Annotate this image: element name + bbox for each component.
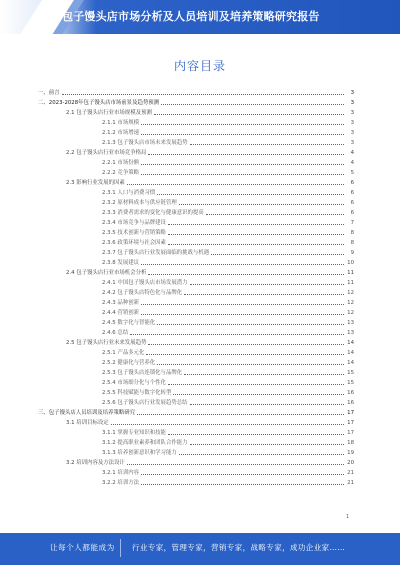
toc-leader-dots xyxy=(146,354,344,355)
toc-entry-label: 2.5.6 包子馒头店行业发展趋势总结 xyxy=(102,400,188,406)
toc-entry-label: 2.1 包子馒头店行业市场规模及预测 xyxy=(66,110,152,116)
toc-entry[interactable] xyxy=(38,186,354,196)
toc-heading: 内容目录 xyxy=(173,59,226,73)
toc-entry-label: 2.5.5 科技赋能与数字化转型 xyxy=(102,390,172,396)
toc-entry[interactable] xyxy=(38,286,354,296)
toc-entry-label: 3.2 培训内容及方法设计 xyxy=(66,460,125,466)
toc-entry-page: 14 xyxy=(347,340,354,346)
toc-leader-dots xyxy=(190,144,344,145)
toc-entry-page: 6 xyxy=(350,200,354,206)
toc-entry-page: 6 xyxy=(350,190,354,196)
toc-entry[interactable] xyxy=(38,396,354,406)
toc-entry-page: 15 xyxy=(347,370,354,376)
toc-leader-dots xyxy=(137,414,344,415)
toc-entry-page: 13 xyxy=(347,330,354,336)
toc-leader-dots xyxy=(173,394,344,395)
toc-entry-label: 2.5.2 健康化与营养化 xyxy=(102,360,156,366)
toc-leader-dots xyxy=(154,114,344,115)
toc-entry-label: 2.5.4 市场细分化与个性化 xyxy=(102,380,166,386)
toc-entry-label: 2.2.1 市场份额 xyxy=(102,160,139,166)
toc-entry-page: 6 xyxy=(350,210,354,216)
toc-leader-dots xyxy=(141,474,344,475)
toc-entry[interactable] xyxy=(38,86,354,96)
toc-entry[interactable] xyxy=(38,276,354,286)
toc-leader-dots xyxy=(206,214,344,215)
toc-entry-page: 19 xyxy=(347,450,354,456)
toc-entry-label: 3.1.3 培养创新意识和学习能力 xyxy=(102,450,177,456)
toc-entry[interactable] xyxy=(38,456,354,466)
toc-leader-dots xyxy=(148,274,344,275)
toc-entry-label: 2.4.4 营销创新 xyxy=(102,310,139,316)
toc-entry[interactable] xyxy=(38,116,354,126)
toc-entry-page: 17 xyxy=(347,410,354,416)
toc-entry-page: 9 xyxy=(350,250,354,256)
toc-entry-label: 2.2 包子馒头店行业市场竞争格局 xyxy=(66,150,147,156)
toc-leader-dots xyxy=(190,284,344,285)
toc-leader-dots xyxy=(157,194,344,195)
toc-entry-page: 6 xyxy=(350,180,354,186)
toc-entry-page: 14 xyxy=(347,350,354,356)
toc-entry-label: 2.5.1 产品多元化 xyxy=(102,350,145,356)
toc-leader-dots xyxy=(141,124,344,125)
toc-entry[interactable] xyxy=(38,376,354,386)
toc-leader-dots xyxy=(168,224,344,225)
toc-entry[interactable] xyxy=(38,446,354,456)
toc-leader-dots xyxy=(179,454,344,455)
toc-leader-dots xyxy=(62,94,344,95)
toc-entry-page: 3 xyxy=(350,130,354,136)
toc-leader-dots xyxy=(190,444,344,445)
toc-entry-label: 3.1.2 提高职业素养和团队合作能力 xyxy=(102,440,188,446)
toc-entry-page: 17 xyxy=(347,430,354,436)
toc-entry-label: 3.2.1 培训内容 xyxy=(102,470,139,476)
toc-entry-page: 14 xyxy=(347,360,354,366)
toc-entry[interactable] xyxy=(38,256,354,266)
toc-entry-label: 2.4.1 中国包子馒头店市场发展潜力 xyxy=(102,280,188,286)
toc-entry-label: 2.5.3 包子馒头店连锁化与品牌化 xyxy=(102,370,183,376)
toc-entry[interactable] xyxy=(38,166,354,176)
toc-entry[interactable] xyxy=(38,336,354,346)
table-of-contents xyxy=(38,86,354,486)
toc-entry[interactable] xyxy=(38,316,354,326)
toc-leader-dots xyxy=(141,134,344,135)
toc-entry-label: 3.2.2 培训方法 xyxy=(102,480,139,486)
toc-entry[interactable] xyxy=(38,476,354,486)
toc-entry-label: 3.1.1 掌握专业知识和技能 xyxy=(102,430,166,436)
toc-leader-dots xyxy=(157,324,344,325)
toc-entry-label: 2.1.3 包子馒头店市场未来发展趋势 xyxy=(102,140,188,146)
toc-entry-page: 11 xyxy=(347,280,354,286)
toc-entry-page: 16 xyxy=(347,400,354,406)
toc-leader-dots xyxy=(157,364,344,365)
toc-entry[interactable] xyxy=(38,426,354,436)
toc-entry-page: 12 xyxy=(347,300,354,306)
toc-entry[interactable] xyxy=(38,196,354,206)
toc-entry-page: 3 xyxy=(350,110,354,116)
toc-entry[interactable] xyxy=(38,296,354,306)
toc-entry[interactable] xyxy=(38,466,354,476)
toc-entry[interactable] xyxy=(38,346,354,356)
toc-entry-page: 11 xyxy=(347,270,354,276)
toc-entry[interactable] xyxy=(38,216,354,226)
toc-entry-label: 2.3.4 市场竞争与品牌建设 xyxy=(102,220,166,226)
toc-entry-label: 2.5 包子馒头店行业未来发展趋势 xyxy=(66,340,147,346)
toc-leader-dots xyxy=(168,434,344,435)
toc-entry-label: 2.3.7 包子馒头店行业发展面临的挑战与机遇 xyxy=(102,250,210,256)
toc-entry-label: 一、前言 xyxy=(38,90,60,96)
footer-tagline: 行业专家，管理专家，营销专家，战略专家，成功企业家…… xyxy=(132,543,346,552)
toc-leader-dots xyxy=(168,384,344,385)
toc-entry-page: 20 xyxy=(347,460,354,466)
toc-entry-page: 4 xyxy=(350,160,354,166)
toc-entry-page: 3 xyxy=(350,120,354,126)
toc-leader-dots xyxy=(141,304,344,305)
toc-leader-dots xyxy=(211,254,344,255)
toc-entry-label: 二、2023-2028年包子馒头店市场前景及趋势预测 xyxy=(38,100,160,106)
toc-entry-label: 2.1.1 市场规模 xyxy=(102,120,139,126)
toc-entry-label: 2.4.6 总结 xyxy=(102,330,129,336)
toc-leader-dots xyxy=(141,314,344,315)
toc-entry-page: 3 xyxy=(350,100,354,106)
toc-entry-page: 3 xyxy=(350,140,354,146)
toc-entry[interactable] xyxy=(38,156,354,166)
toc-entry[interactable] xyxy=(38,406,354,416)
toc-entry[interactable] xyxy=(38,106,354,116)
footer-divider xyxy=(120,539,121,557)
toc-entry-page: 5 xyxy=(350,170,354,176)
toc-leader-dots xyxy=(141,174,344,175)
toc-entry[interactable] xyxy=(38,206,354,216)
toc-entry-label: 2.3.3 消费者需求的变化与健康意识的提高 xyxy=(102,210,204,216)
toc-entry-label: 2.3.8 发展建议 xyxy=(102,260,139,266)
toc-leader-dots xyxy=(184,374,344,375)
toc-leader-dots xyxy=(168,234,344,235)
toc-entry[interactable] xyxy=(38,366,354,376)
toc-entry-label: 2.4.3 品种创新 xyxy=(102,300,139,306)
toc-leader-dots xyxy=(168,244,344,245)
toc-entry-label: 2.4 包子馒头店行业市场机会分析 xyxy=(66,270,147,276)
toc-leader-dots xyxy=(111,424,344,425)
toc-entry-page: 7 xyxy=(350,220,354,226)
footer-slogan: 让每个人都能成为 xyxy=(50,543,115,552)
toc-entry-label: 2.4.2 包子馒头店特色化与品牌化 xyxy=(102,290,183,296)
toc-leader-dots xyxy=(148,154,344,155)
toc-leader-dots xyxy=(141,484,344,485)
toc-leader-dots xyxy=(130,334,344,335)
toc-entry[interactable] xyxy=(38,356,354,366)
toc-entry-label: 2.2.2 竞争策略 xyxy=(102,170,139,176)
header-band xyxy=(0,0,400,34)
toc-entry[interactable] xyxy=(38,96,354,106)
toc-entry-label: 2.3 影响行业发展的因素 xyxy=(66,180,125,186)
toc-leader-dots xyxy=(127,184,344,185)
toc-entry-page: 18 xyxy=(347,440,354,446)
toc-entry[interactable] xyxy=(38,246,354,256)
toc-leader-dots xyxy=(141,264,344,265)
toc-entry-page: 16 xyxy=(347,390,354,396)
toc-leader-dots xyxy=(141,164,344,165)
toc-entry-label: 2.1.2 市场增速 xyxy=(102,130,139,136)
toc-entry-label: 2.3.6 政策环境与社会因素 xyxy=(102,240,166,246)
toc-entry[interactable] xyxy=(38,136,354,146)
toc-entry-page: 13 xyxy=(347,320,354,326)
toc-entry-page: 4 xyxy=(350,150,354,156)
toc-entry[interactable] xyxy=(38,126,354,136)
toc-entry-page: 21 xyxy=(347,480,354,486)
toc-entry[interactable] xyxy=(38,416,354,426)
toc-entry-label: 2.3.2 原材料成本与供应链管理 xyxy=(102,200,177,206)
toc-entry-page: 12 xyxy=(347,290,354,296)
toc-entry-page: 8 xyxy=(350,240,354,246)
page-number: 1 xyxy=(346,514,350,520)
report-title: 包子馒头店市场分析及人员培训及培养策略研究报告 xyxy=(62,10,320,23)
toc-leader-dots xyxy=(127,464,344,465)
toc-entry-label: 2.4.5 数字化与智能化 xyxy=(102,320,156,326)
toc-entry-page: 12 xyxy=(347,310,354,316)
toc-entry[interactable] xyxy=(38,176,354,186)
toc-entry-label: 2.3.1 人口与消费习惯 xyxy=(102,190,156,196)
toc-entry[interactable] xyxy=(38,386,354,396)
toc-leader-dots xyxy=(190,404,344,405)
toc-entry-page: 3 xyxy=(350,90,354,96)
toc-leader-dots xyxy=(148,344,344,345)
toc-entry[interactable] xyxy=(38,436,354,446)
toc-entry-page: 21 xyxy=(347,470,354,476)
toc-entry-page: 10 xyxy=(347,260,354,266)
toc-entry-label: 三、包子馒头店人员培训及培养策略研究 xyxy=(38,410,136,416)
toc-entry[interactable] xyxy=(38,146,354,156)
toc-entry[interactable] xyxy=(38,236,354,246)
toc-entry[interactable] xyxy=(38,326,354,336)
toc-leader-dots xyxy=(184,294,344,295)
toc-leader-dots xyxy=(179,204,344,205)
toc-entry-label: 2.3.5 技术创新与营销策略 xyxy=(102,230,166,236)
toc-entry-page: 15 xyxy=(347,380,354,386)
toc-entry-page: 17 xyxy=(347,420,354,426)
toc-entry-label: 3.1 培训目标设定 xyxy=(66,420,109,426)
toc-entry[interactable] xyxy=(38,306,354,316)
toc-entry[interactable] xyxy=(38,226,354,236)
toc-entry-page: 8 xyxy=(350,230,354,236)
toc-leader-dots xyxy=(161,104,344,105)
toc-entry[interactable] xyxy=(38,266,354,276)
